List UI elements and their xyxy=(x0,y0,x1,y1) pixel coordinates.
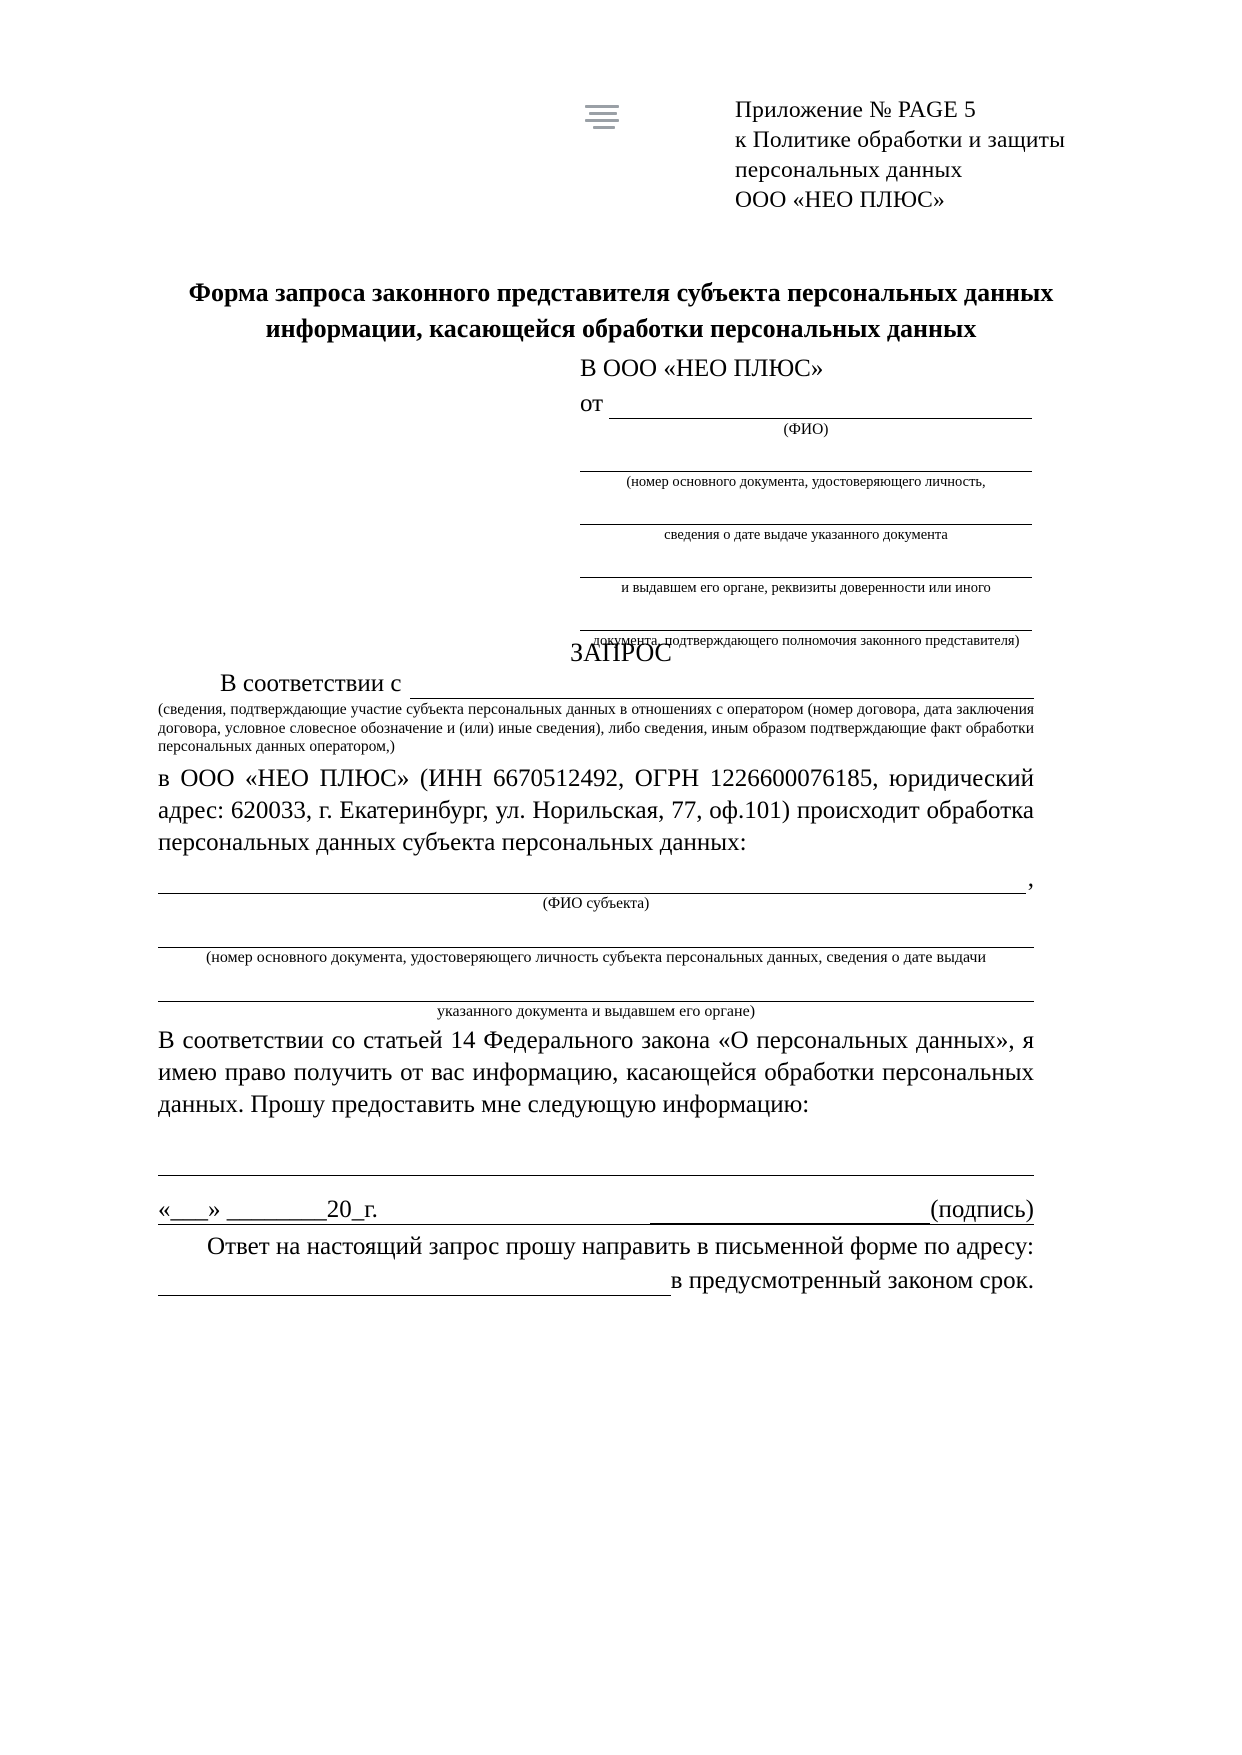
from-fio-input[interactable] xyxy=(609,392,1032,419)
comma-glyph: , xyxy=(1027,864,1034,892)
from-doc-number-input[interactable] xyxy=(580,441,1032,472)
addressee-block xyxy=(580,353,1032,651)
in-accordance-row xyxy=(158,668,1034,699)
subject-doc-organ-input[interactable] xyxy=(158,971,1034,1002)
in-accordance-label: В соответствии с xyxy=(220,670,402,697)
caption-subject-doc-2: указанного документа и выдавшем его органе) xyxy=(436,1002,756,1020)
page-title-line-1: Форма запроса законного представителя субъекта персональных данных xyxy=(188,278,1054,307)
caption-subject-doc: (номер основного документа, удостоверяющего личность субъекта персональных данных, сведения о дате выдачи xyxy=(205,948,987,966)
caption-doc-organ: и выдавшем его органе, реквизиты доверенности или иного xyxy=(621,580,991,596)
caption-doc-date: сведения о дате выдаче указанного документа xyxy=(664,527,948,543)
in-accordance-input[interactable] xyxy=(410,672,1034,699)
info-request-line-1[interactable] xyxy=(158,1145,1034,1176)
signature-field-group xyxy=(650,1196,1034,1224)
answer-address-tail: в предусмотренный законом срок. xyxy=(670,1266,1034,1294)
caption-doc-power: документа, подтверждающего полномочия законного представителя) xyxy=(592,633,1020,649)
subject-doc-input[interactable] xyxy=(158,917,1034,948)
signature-input[interactable] xyxy=(650,1197,930,1224)
header-line-2: к Политике обработки и защиты xyxy=(735,127,1066,153)
signature-row xyxy=(158,1196,1034,1224)
caption-subject-fio: (ФИО субъекта) xyxy=(542,894,650,912)
from-doc-organ-input[interactable] xyxy=(580,547,1032,578)
document-mark-icon xyxy=(585,105,623,131)
addressee-from-row xyxy=(580,389,1032,419)
caption-doc-number: (номер основного документа, удостоверяющего личность, xyxy=(626,474,986,490)
header-text-block xyxy=(735,95,1205,215)
addressee-org: В ООО «НЕО ПЛЮС» xyxy=(580,355,824,382)
subject-fio-row xyxy=(158,863,1034,894)
date-field[interactable]: «___» ________20_г. xyxy=(158,1196,378,1223)
page-title-line-2: информации, касающейся обработки персональных данных xyxy=(265,314,977,343)
from-doc-date-input[interactable] xyxy=(580,494,1032,525)
subject-fio-input[interactable] xyxy=(158,865,1026,894)
from-label: от xyxy=(580,390,604,417)
caption-fio: (ФИО) xyxy=(783,421,829,438)
answer-address-row xyxy=(158,1265,1034,1296)
answer-address-input[interactable] xyxy=(158,1267,671,1296)
from-doc-power-input[interactable] xyxy=(580,600,1032,631)
request-heading: ЗАПРОС xyxy=(570,638,672,667)
note-participation: (сведения, подтверждающие участие субъекта персональных данных в отношениях с оператором (номер договора, дата заключения договора, условное словесное обозначение и (или) иные сведения), либо сведения, иным образом подтверждающие факт обработки персональных данных оператором,) xyxy=(158,701,1034,755)
header-line-3: персональных данных xyxy=(735,157,963,183)
signature-label: (подпись) xyxy=(930,1196,1034,1223)
operator-paragraph: в ООО «НЕО ПЛЮС» (ИНН 6670512492, ОГРН 1226600076185, юридический адрес: 620033, г. Екатеринбург, ул. Норильская, 77, оф.101) происходит обработка персональных данных субъекта персональных данных: xyxy=(158,764,1034,856)
header-line-4: ООО «НЕО ПЛЮС» xyxy=(735,187,945,213)
header-line-1: Приложение № PAGE 5 xyxy=(735,97,976,123)
answer-request-text: Ответ на настоящий запрос прошу направить в письменной форме по адресу: xyxy=(207,1232,1034,1260)
page-title xyxy=(150,275,1092,347)
law-paragraph: В соответствии со статьей 14 Федерального закона «О персональных данных», я имею право получить от вас информацию, касающейся обработки персональных данных. Прошу предоставить мне следующую информацию: xyxy=(158,1026,1034,1118)
